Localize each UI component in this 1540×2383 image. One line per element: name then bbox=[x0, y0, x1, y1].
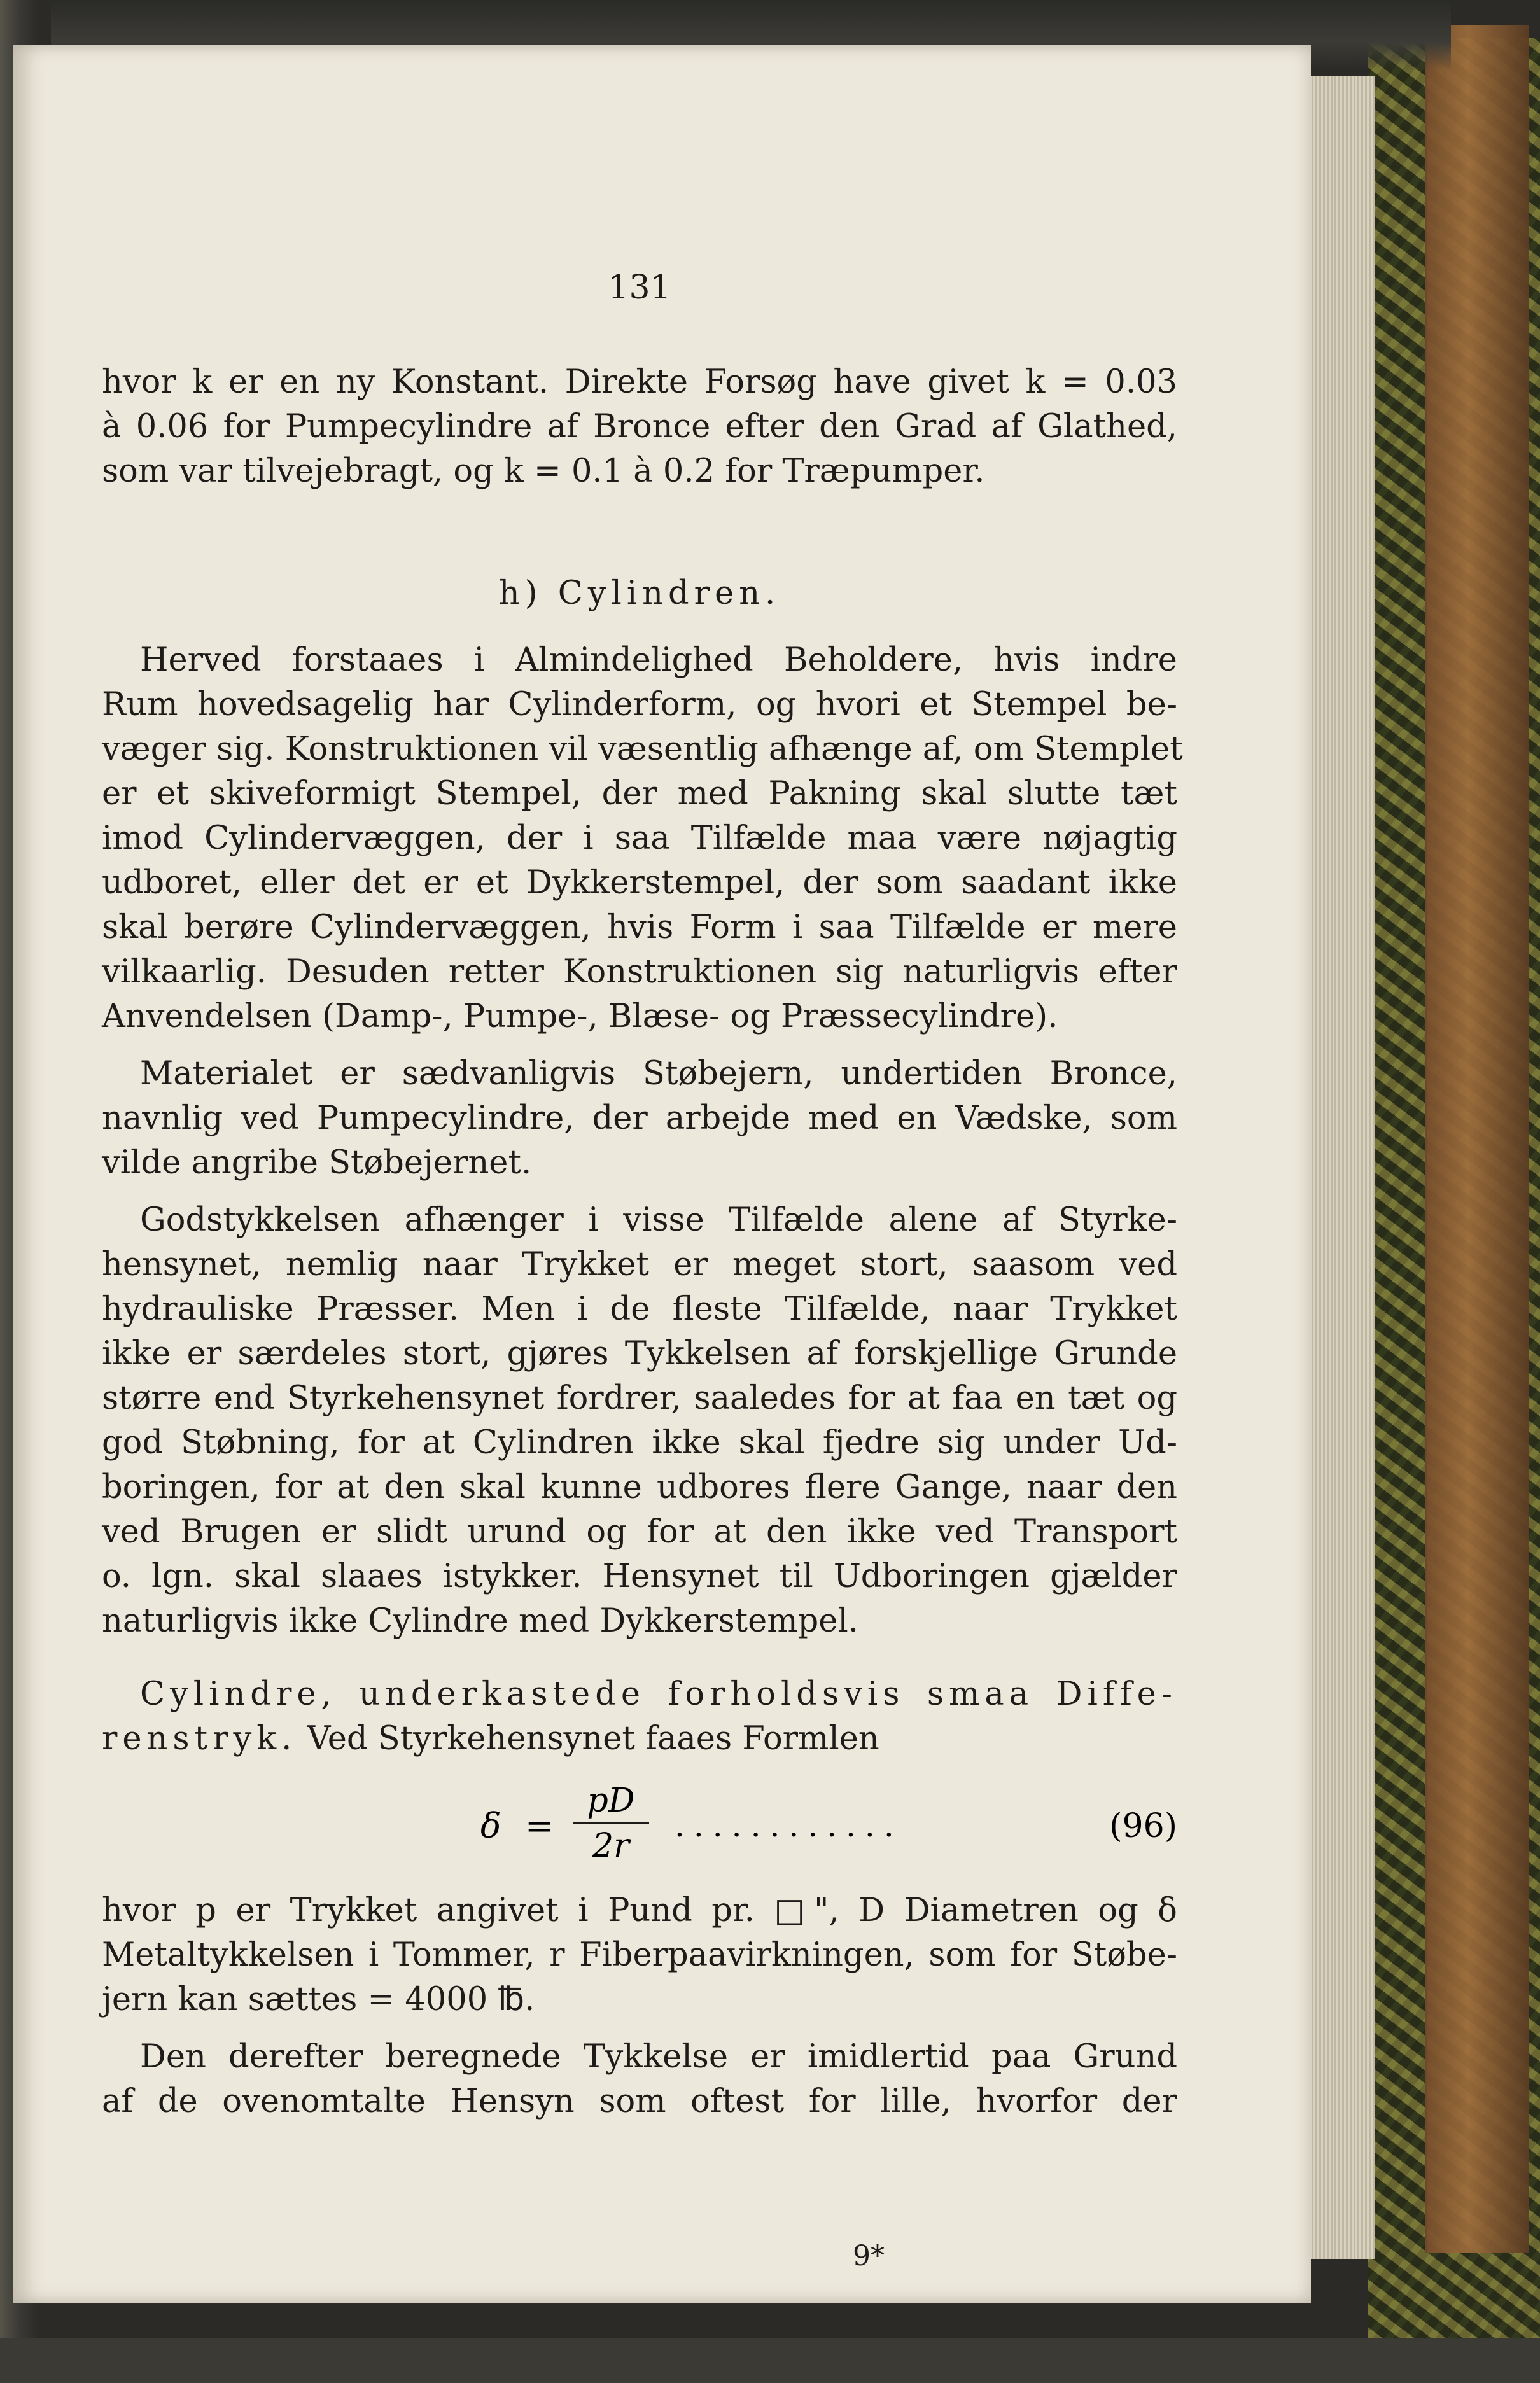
p4-line-10: naturligvis ikke Cylindre med Dykkerstempel. bbox=[102, 1602, 859, 1640]
formula-denominator: 2r bbox=[592, 1827, 629, 1865]
p4-line-2: hensynet, nemlig naar Trykket er meget stort, saasom ved bbox=[102, 1246, 1177, 1283]
p1-line-2: à 0.06 for Pumpecylindre af Bronce efter den Grad af Glathed, bbox=[102, 408, 1177, 445]
formula-lhs: δ bbox=[480, 1806, 501, 1846]
p2-line-2: Rum hovedsagelig har Cylinderform, og hvori et Stempel be- bbox=[102, 686, 1177, 723]
p4-line-1: Godstykkelsen afhænger i visse Tilfælde alene af Styrke- bbox=[140, 1201, 1177, 1239]
p2-line-5: imod Cylindervæggen, der i saa Tilfælde maa være nøjagtig bbox=[102, 820, 1177, 857]
p6-line-1: hvor p er Trykket angivet i Pund pr. □", D Diametren og δ bbox=[102, 1892, 1177, 1929]
p4-line-8: ved Brugen er slidt urund og for at den ikke ved Transport bbox=[102, 1513, 1177, 1551]
p4-line-6: god Støbning, for at Cylindren ikke skal fjedre sig under Ud- bbox=[102, 1424, 1177, 1462]
p1-line-3: som var tilvejebragt, og k = 0.1 à 0.2 for Træpumper. bbox=[102, 452, 985, 490]
p7-line-2: af de ovenomtalte Hensyn som oftest for lille, hvorfor der bbox=[102, 2083, 1177, 2120]
p3-line-2: navnlig ved Pumpecylindre, der arbejde med en Vædske, som bbox=[102, 1100, 1177, 1137]
formula-number: (96) bbox=[1109, 1807, 1177, 1845]
p4-line-3: hydrauliske Præsser. Men i de fleste Tilfælde, naar Trykket bbox=[102, 1290, 1177, 1328]
p2-line-9: Anvendelsen (Damp-, Pumpe-, Blæse- og Præssecylindre). bbox=[102, 998, 1058, 1035]
p4-line-7: boringen, for at den skal kunne udbores flere Gange, naar den bbox=[102, 1469, 1177, 1506]
book-page bbox=[13, 45, 1311, 2303]
p6-line-2: Metaltykkelsen i Tommer, r Fiberpaavirkningen, som for Støbe- bbox=[102, 1936, 1177, 1974]
text-block bbox=[102, 45, 1183, 2383]
p5-line-2 bbox=[102, 1718, 1177, 1760]
p5-line-2-rest: Ved Styrkehensynet faaes Formlen bbox=[297, 1720, 879, 1758]
p5-spaced-word: renstryk. bbox=[102, 1720, 297, 1758]
book-cover-strip bbox=[1425, 25, 1529, 2253]
p4-line-4: ikke er særdeles stort, gjøres Tykkelsen af forskjellige Grunde bbox=[102, 1335, 1177, 1373]
formula-numerator: pD bbox=[587, 1782, 635, 1820]
p3-line-3: vilde angribe Støbejernet. bbox=[102, 1144, 532, 1182]
formula-96 bbox=[102, 1782, 1177, 1877]
section-heading: h) Cylindren. bbox=[498, 575, 781, 612]
page-number: 131 bbox=[608, 269, 671, 307]
p2-line-4: er et skiveformigt Stempel, der med Pakning skal slutte tæt bbox=[102, 775, 1177, 813]
formula-equals: = bbox=[525, 1806, 554, 1846]
p1-line-1: hvor k er en ny Konstant. Direkte Forsøg have givet k = 0.03 bbox=[102, 363, 1177, 401]
p2-line-6: udboret, eller det er et Dykkerstempel, der som saadant ikke bbox=[102, 864, 1177, 902]
formula-fraction bbox=[573, 1782, 649, 1865]
p2-line-3: væger sig. Konstruktionen vil væsentlig afhænge af, om Stemplet bbox=[102, 730, 1183, 768]
formula-leader-dots: ............ bbox=[675, 1807, 903, 1844]
p2-line-7: skal berøre Cylindervæggen, hvis Form i saa Tilfælde er mere bbox=[102, 909, 1177, 946]
p5-line-1: Cylindre, underkastede forholdsvis smaa Diffe- bbox=[140, 1675, 1177, 1713]
formula-fraction-bar bbox=[573, 1822, 649, 1824]
p4-line-9: o. lgn. skal slaaes istykker. Hensynet til Udboringen gjælder bbox=[102, 1558, 1177, 1595]
p3-line-1: Materialet er sædvanligvis Støbejern, undertiden Bronce, bbox=[140, 1055, 1177, 1093]
p2-line-8: vilkaarlig. Desuden retter Konstruktionen sig naturligvis efter bbox=[102, 953, 1177, 991]
p2-line-1: Herved forstaaes i Almindelighed Beholdere, hvis indre bbox=[140, 641, 1177, 679]
p6-line-3: jern kan sættes = 4000 ℔. bbox=[102, 1981, 535, 2018]
p4-line-5: større end Styrkehensynet fordrer, saaledes for at faa en tæt og bbox=[102, 1380, 1177, 1417]
p7-line-1: Den derefter beregnede Tykkelse er imidlertid paa Grund bbox=[140, 2038, 1177, 2076]
signature-mark: 9* bbox=[853, 2240, 885, 2272]
